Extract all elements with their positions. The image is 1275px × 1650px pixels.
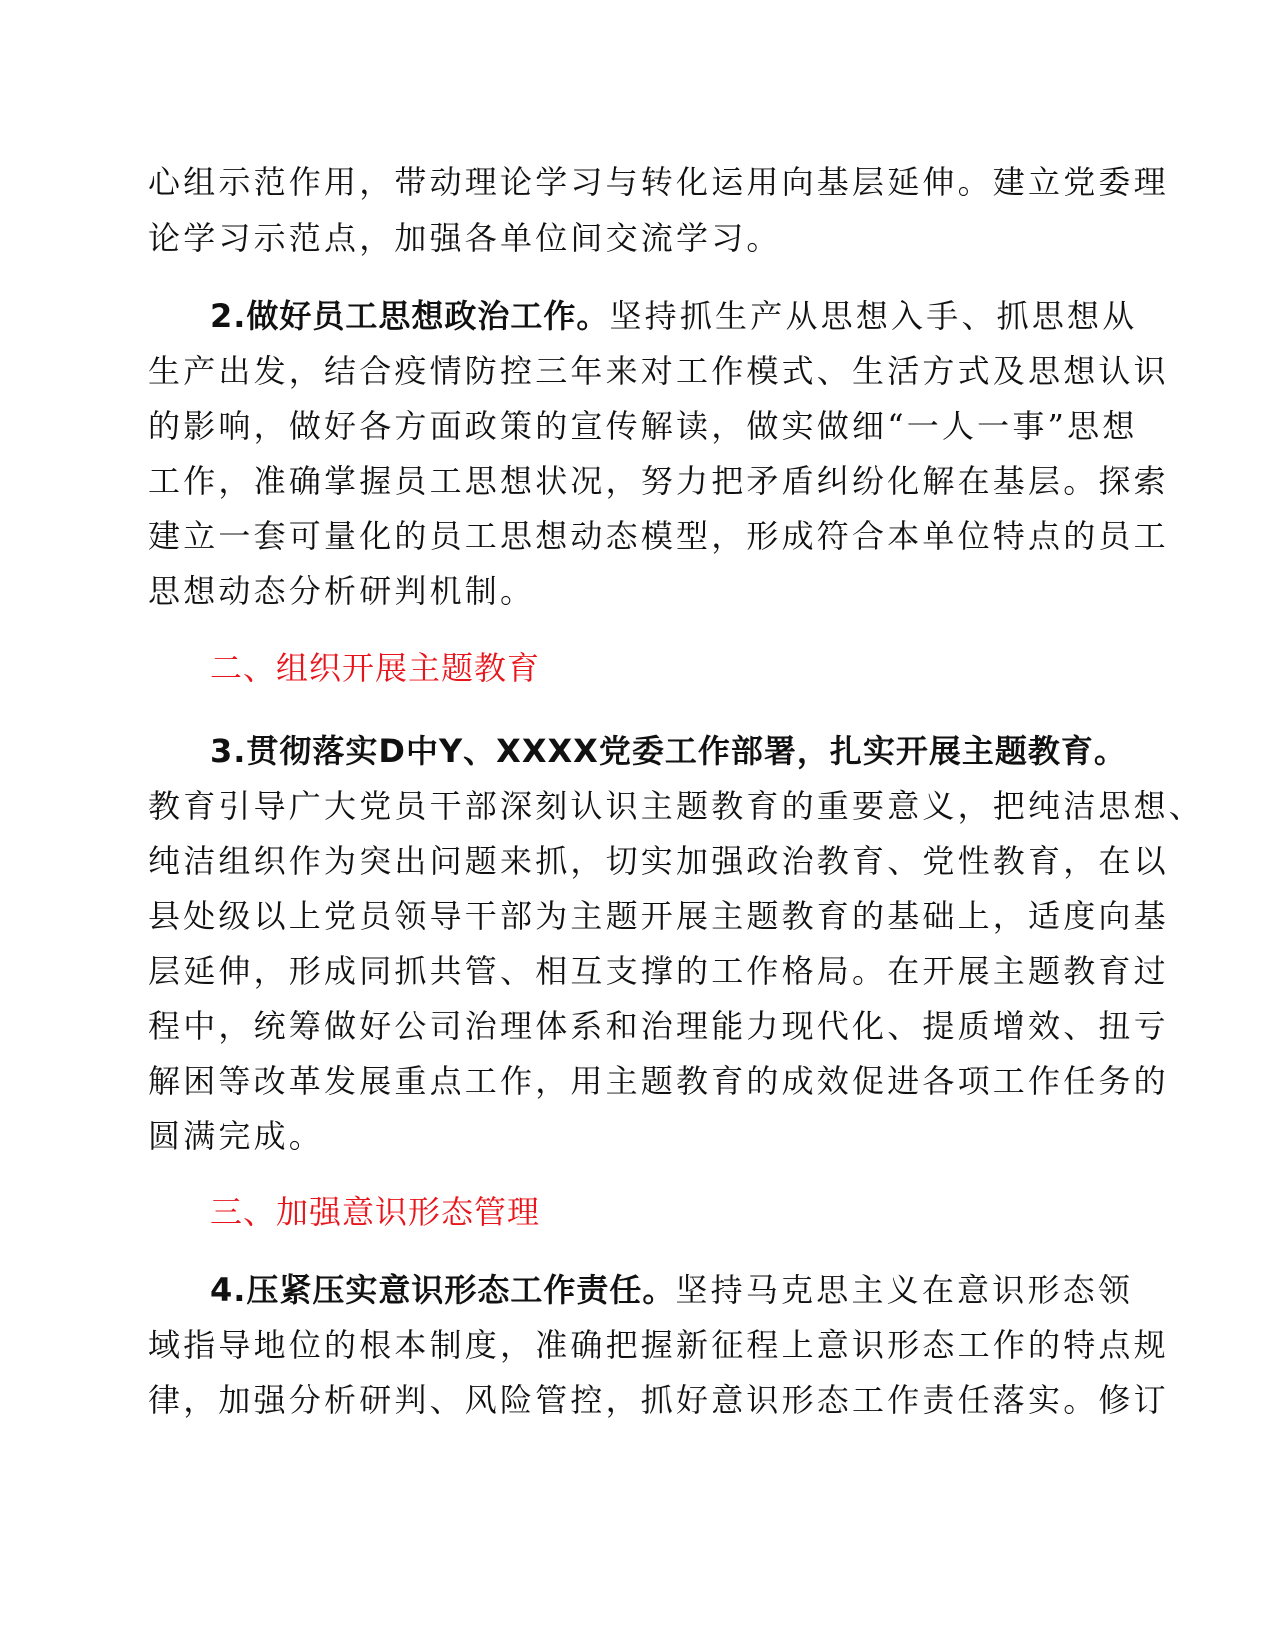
- paragraph-2-line-5: 建立一套可量化的员工思想动态模型，形成符合本单位特点的员工: [148, 517, 1169, 555]
- paragraph-3-line-5: 层延伸，形成同抓共管、相互支撑的工作格局。在开展主题教育过: [148, 952, 1169, 990]
- paragraph-4-line-1-text: 坚持马克思主义在意识形态领: [675, 1271, 1134, 1309]
- paragraph-1-line-1: 心组示范作用，带动理论学习与转化运用向基层延伸。建立党委理: [148, 163, 1169, 201]
- paragraph-2-line-6: 思想动态分析研判机制。: [148, 572, 536, 610]
- paragraph-2-line-2: 生产出发，结合疫情防控三年来对工作模式、生活方式及思想认识: [148, 352, 1169, 390]
- section-heading-2: 二、组织开展主题教育: [210, 649, 541, 687]
- paragraph-3-line-1: [210, 731, 1127, 771]
- paragraph-3-line-2: 教育引导广大党员干部深刻认识主题教育的重要意义，把纯洁思想、: [148, 787, 1205, 825]
- paragraph-3-line-8: 圆满完成。: [148, 1117, 325, 1155]
- paragraph-2-line-1-text: 坚持抓生产从思想入手、抓思想从: [609, 297, 1138, 335]
- section-heading-3: 三、加强意识形态管理: [210, 1193, 541, 1231]
- paragraph-3-line-6: 程中，统筹做好公司治理体系和治理能力现代化、提质增效、扭亏: [148, 1007, 1169, 1045]
- paragraph-2-line-1: [210, 296, 1137, 336]
- paragraph-3-line-3: 纯洁组织作为突出问题来抓，切实加强政治教育、党性教育，在以: [148, 842, 1169, 880]
- paragraph-3-line-4: 县处级以上党员领导干部为主题开展主题教育的基础上，适度向基: [148, 897, 1169, 935]
- paragraph-4-line-3: 律，加强分析研判、风险管控，抓好意识形态工作责任落实。修订: [148, 1381, 1169, 1419]
- paragraph-2-line-3: 的影响，做好各方面政策的宣传解读，做实做细“一人一事”思想: [148, 407, 1138, 445]
- paragraph-2-lead: 2.做好员工思想政治工作。: [210, 297, 610, 335]
- paragraph-2-line-4: 工作，准确掌握员工思想状况，努力把矛盾纠纷化解在基层。探索: [148, 462, 1169, 500]
- paragraph-3-lead: 3.贯彻落实D中Y、XXXX党委工作部署，扎实开展主题教育。: [210, 732, 1127, 770]
- paragraph-3-line-7: 解困等改革发展重点工作，用主题教育的成效促进各项工作任务的: [148, 1062, 1169, 1100]
- paragraph-1-line-2: 论学习示范点，加强各单位间交流学习。: [148, 219, 782, 257]
- paragraph-4-line-2: 域指导地位的根本制度，准确把握新征程上意识形态工作的特点规: [148, 1326, 1169, 1364]
- paragraph-4-line-1: [210, 1270, 1133, 1310]
- paragraph-4-lead: 4.压紧压实意识形态工作责任。: [210, 1271, 676, 1309]
